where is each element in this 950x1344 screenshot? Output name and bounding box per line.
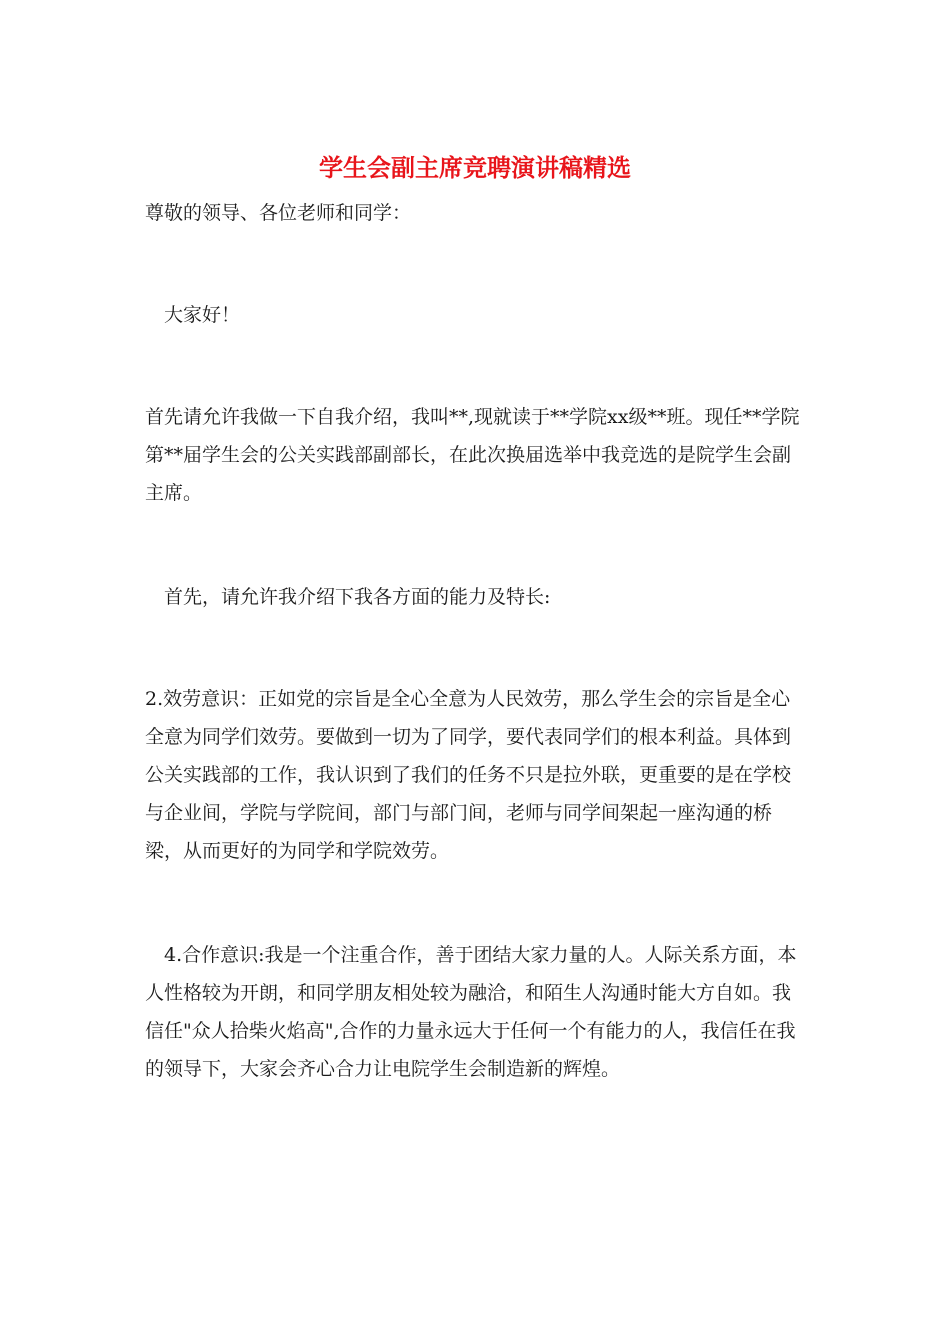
intro-paragraph: 首先请允许我做一下自我介绍，我叫**,现就读于**学院xx级**班。现任**学院第**届学生会的公关实践部副部长，在此次换届选举中我竞选的是院学生会副主席。 <box>145 406 800 504</box>
document-title: 学生会副主席竞聘演讲稿精选 <box>319 153 631 182</box>
salutation: 尊敬的领导、各位老师和同学： <box>145 202 412 224</box>
abilities-lead: 首先，请允许我介绍下我各方面的能力及特长: <box>164 586 551 608</box>
greeting: 大家好！ <box>164 304 241 326</box>
cooperation-paragraph: 4.合作意识:我是一个注重合作，善于团结大家力量的人。人际关系方面，本人性格较为开朗，和同学朋友相处较为融洽，和陌生人沟通时能大方自如。我信任"众人拾柴火焰高",合作的力量永远大于任何一个有能力的人，我信任在我的领导下，大家会齐心合力让电院学生会制造新的辉煌。 <box>145 944 797 1080</box>
service-paragraph: 2.效劳意识：正如党的宗旨是全心全意为人民效劳，那么学生会的宗旨是全心全意为同学们效劳。要做到一切为了同学，要代表同学们的根本利益。具体到公关实践部的工作，我认识到了我们的任务不只是拉外联，更重要的是在学校与企业间，学院与学院间，部门与部门间，老师与同学间架起一座沟通的桥梁，从而更好的为同学和学院效劳。 <box>145 688 792 862</box>
